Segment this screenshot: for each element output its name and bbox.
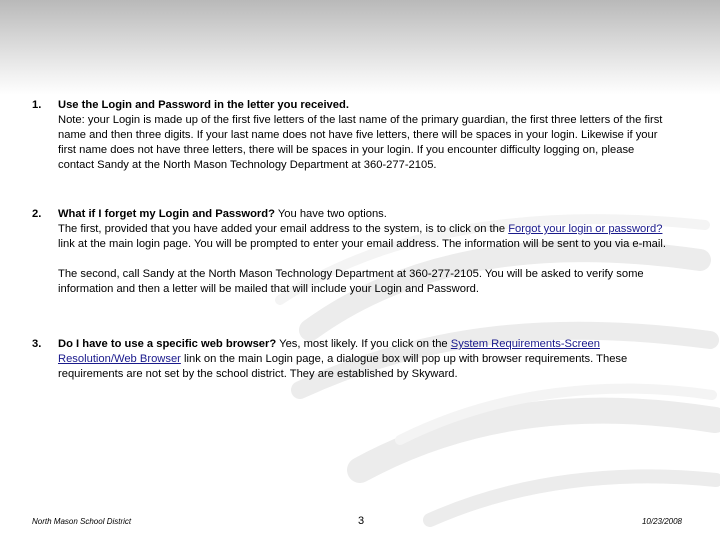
paragraph-spacer [58, 252, 668, 267]
answer-text: Yes, most likely. If you click on the [279, 338, 448, 350]
forgot-login-link[interactable]: Forgot your login or password? [508, 223, 663, 235]
answer-text-second: The second, call Sandy at the North Mason Technology Department at 360-277-2105. You will be asked to verify some information and then a letter will be mailed that will include your Login and Password. [58, 268, 644, 295]
item-body [58, 98, 668, 173]
question-heading: Use the Login and Password in the letter you received. [58, 99, 349, 111]
item-number: 3. [32, 338, 42, 350]
footer-district: North Mason School District [32, 517, 132, 526]
question-heading: Do I have to use a specific web browser? [58, 338, 277, 350]
answer-text: Note: your Login is made up of the first five letters of the last name of the primary guardian, the first three letters of the first name and then three digits. If your last name does not have five letters, there will be spaces in your login. Likewise if your first name does not have three letters, there will be spaces in your login. If you encounter difficulty logging on, please contact Sandy at the North Mason Technology Department at 360-277-2105. [58, 114, 663, 171]
footer-date: 10/23/2008 [641, 517, 682, 526]
system-requirements-link[interactable]: System Requirements-Screen Resolution/Web Browser [58, 338, 600, 365]
page-number: 3 [358, 515, 365, 527]
answer-text: The first, provided that you have added your email address to the system, is to click on the [58, 223, 506, 235]
question-heading: What if I forget my Login and Password? [58, 208, 275, 220]
item-body [58, 337, 668, 382]
item-number: 2. [32, 208, 42, 220]
item-body [58, 207, 668, 297]
answer-lead: You have two options. [277, 208, 387, 220]
answer-text: link at the main login page. You will be prompted to enter your email address. The information will be sent to you via e-mail. [58, 238, 666, 250]
item-number: 1. [32, 99, 42, 111]
answer-text: link on the main Login page, a dialogue box will pop up with browser requirements. These requirements are not set by the school district. They are established by Skyward. [58, 353, 628, 380]
